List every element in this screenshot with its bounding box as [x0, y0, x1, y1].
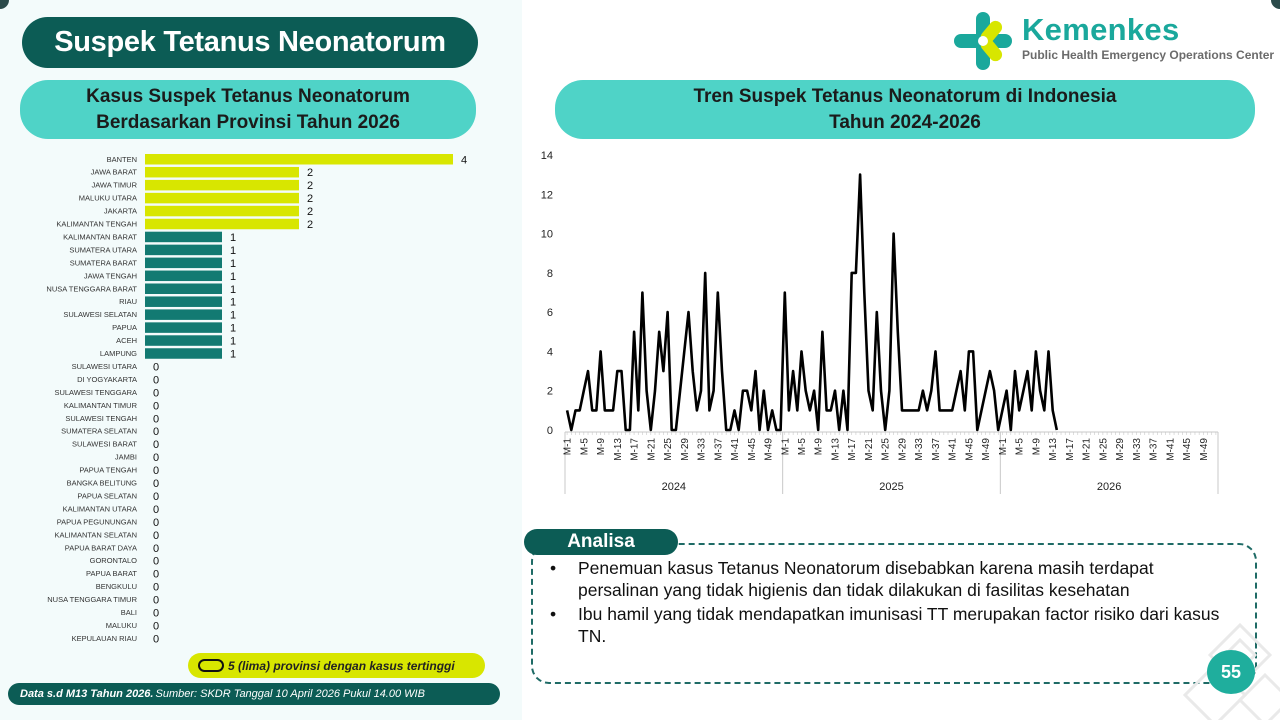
bar	[145, 322, 222, 333]
y-tick-label: 2	[546, 385, 553, 398]
bar	[145, 245, 222, 256]
y-tick-label: 6	[546, 307, 553, 320]
bar-category-label: NUSA TENGGARA TIMUR	[47, 595, 137, 605]
x-tick-label: M-49	[763, 438, 775, 461]
bar-category-label: PAPUA PEGUNUNGAN	[56, 517, 137, 527]
bar-category-label: GORONTALO	[89, 556, 137, 566]
bar	[145, 335, 222, 346]
bar-value-label: 1	[230, 270, 237, 283]
x-tick-label: M-33	[914, 438, 926, 461]
x-tick-label: M-49	[1198, 438, 1210, 461]
bar-value-label: 1	[230, 309, 237, 322]
line-chart-title-line2: Tahun 2024-2026	[829, 111, 981, 133]
page-number-badge: 55	[1207, 650, 1255, 694]
bar-value-label: 0	[153, 633, 160, 646]
kemenkes-logo-icon	[952, 10, 1014, 72]
bar-value-label: 0	[153, 490, 160, 503]
bar	[145, 309, 222, 320]
x-tick-label: M-33	[1131, 438, 1143, 461]
bar-category-label: PAPUA SELATAN	[77, 491, 137, 501]
bar-value-label: 0	[153, 374, 160, 387]
bar	[145, 296, 222, 307]
bar-value-label: 0	[153, 620, 160, 633]
x-tick-label: M-17	[629, 438, 641, 461]
year-label: 2024	[661, 481, 687, 493]
x-tick-label: M-37	[713, 438, 725, 461]
trend-line-chart	[525, 142, 1235, 502]
bar-category-label: KALIMANTAN TIMUR	[63, 400, 137, 410]
x-tick-label: M-29	[1115, 438, 1127, 461]
bar-category-label: SUMATERA UTARA	[69, 245, 137, 255]
bar-category-label: JAWA BARAT	[90, 167, 137, 177]
bar	[145, 180, 299, 191]
bar-category-label: NUSA TENGGARA BARAT	[46, 284, 137, 294]
x-tick-label: M-5	[797, 438, 809, 456]
x-tick-label: M-1	[780, 438, 792, 456]
bar	[145, 232, 222, 243]
x-tick-label: M-45	[1182, 438, 1194, 461]
bar-value-label: 0	[153, 439, 160, 452]
x-tick-label: M-21	[646, 438, 658, 461]
bar-category-label: BALI	[120, 608, 137, 617]
bar-value-label: 1	[230, 257, 237, 270]
bar-category-label: ACEH	[116, 336, 137, 346]
x-tick-label: M-41	[730, 438, 742, 461]
y-tick-label: 10	[540, 228, 553, 241]
bar-category-label: DI YOGYAKARTA	[77, 374, 137, 384]
legend	[188, 653, 485, 678]
bar-category-label: BANGKA BELITUNG	[66, 478, 137, 488]
bar-category-label: JAMBI	[114, 452, 137, 462]
bar-value-label: 0	[153, 607, 160, 620]
x-tick-label: M-25	[663, 438, 675, 461]
bar	[145, 193, 299, 204]
bar-chart-title	[20, 80, 476, 139]
logo-name: Kemenkes	[1022, 12, 1180, 47]
bar-category-label: JAWA TENGAH	[83, 271, 137, 281]
bar-value-label: 1	[230, 335, 237, 348]
x-tick-label: M-33	[696, 438, 708, 461]
x-tick-label: M-5	[579, 438, 591, 456]
footer-source: Sumber: SKDR Tanggal 10 April 2026 Pukul 14.00 WIB	[155, 688, 425, 700]
x-tick-label: M-21	[1081, 438, 1093, 461]
x-tick-label: M-9	[1031, 438, 1043, 456]
x-tick-label: M-37	[1148, 438, 1160, 461]
bar-category-label: LAMPUNG	[99, 349, 137, 358]
x-tick-label: M-9	[813, 438, 825, 456]
bar-value-label: 0	[153, 581, 160, 594]
corner-decoration	[1271, 0, 1280, 9]
bar-value-label: 0	[153, 452, 160, 465]
bar	[145, 348, 222, 359]
y-tick-label: 12	[540, 189, 553, 202]
bar-value-label: 0	[153, 413, 160, 426]
bar-value-label: 1	[230, 244, 237, 257]
x-tick-label: M-1	[997, 438, 1009, 456]
bar-category-label: BANTEN	[106, 154, 137, 164]
y-tick-label: 4	[546, 346, 553, 359]
x-tick-label: M-13	[1048, 438, 1060, 461]
kemenkes-logo	[952, 10, 1275, 76]
year-label: 2025	[879, 481, 904, 493]
bar-category-label: SULAWESI TENGGARA	[54, 387, 137, 397]
bar-value-label: 2	[307, 206, 314, 219]
analysis-bullet: • Ibu hamil yang tidak mendapatkan imunisasi TT merupakan factor risiko dari kasus TN.	[548, 603, 1228, 647]
y-tick-label: 8	[546, 267, 553, 280]
bar-category-label: PAPUA BARAT	[86, 569, 137, 579]
trend-line-chart-svg	[525, 142, 1235, 502]
analysis-list	[548, 557, 1228, 649]
legend-swatch-icon	[198, 659, 224, 672]
bar-value-label: 0	[153, 361, 160, 374]
bar-value-label: 2	[307, 180, 314, 193]
bar-value-label: 1	[230, 348, 237, 361]
bar-category-label: SULAWESI UTARA	[71, 361, 137, 371]
bar-category-label: KALIMANTAN TENGAH	[56, 219, 137, 229]
bar-value-label: 0	[153, 542, 160, 555]
bar-category-label: MALUKU	[105, 620, 137, 630]
x-tick-label: M-13	[830, 438, 842, 461]
footer-data-cutoff: Data s.d M13 Tahun 2026.	[20, 688, 154, 700]
data-source-footer	[8, 683, 500, 705]
bar-category-label: MALUKU UTARA	[78, 193, 137, 203]
bar-value-label: 0	[153, 516, 160, 529]
bar-category-label: KALIMANTAN UTARA	[62, 504, 137, 514]
bar	[145, 154, 453, 165]
bar-category-label: SUMATERA SELATAN	[61, 426, 137, 436]
legend-label: 5 (lima) provinsi dengan kasus tertinggi	[228, 658, 455, 673]
bar-category-label: BENGKULU	[95, 582, 137, 592]
bar-value-label: 2	[307, 219, 314, 231]
bar-value-label: 0	[153, 594, 160, 607]
bar-category-label: SULAWESI SELATAN	[63, 310, 137, 320]
x-tick-label: M-37	[930, 438, 942, 461]
x-tick-label: M-41	[947, 438, 959, 461]
page-title: Suspek Tetanus Neonatorum	[22, 17, 478, 68]
bar-category-label: PAPUA	[112, 323, 137, 333]
province-bar-chart-svg	[0, 150, 522, 650]
bar-value-label: 0	[153, 426, 160, 439]
bar-category-label: SULAWESI BARAT	[71, 439, 137, 449]
bar	[145, 219, 299, 230]
bar-value-label: 1	[230, 296, 237, 309]
bar-chart-title-line2: Berdasarkan Provinsi Tahun 2026	[96, 111, 400, 133]
province-bar-chart	[0, 150, 522, 650]
x-tick-label: M-49	[981, 438, 993, 461]
bar-value-label: 2	[307, 193, 314, 206]
logo-subtitle: Public Health Emergency Operations Center	[1022, 48, 1275, 62]
x-tick-label: M-29	[679, 438, 691, 461]
bar-category-label: KALIMANTAN BARAT	[63, 232, 137, 242]
bar	[145, 206, 299, 217]
bar-value-label: 1	[230, 231, 237, 244]
bar-value-label: 4	[461, 154, 468, 167]
bar-value-label: 0	[153, 529, 160, 542]
bar	[145, 167, 299, 178]
bar	[145, 271, 222, 282]
bar-value-label: 0	[153, 478, 160, 490]
bar-value-label: 0	[153, 387, 160, 400]
bar-category-label: PAPUA BARAT DAYA	[64, 543, 137, 553]
bar-category-label: JAKARTA	[103, 206, 137, 216]
x-tick-label: M-29	[897, 438, 909, 461]
y-tick-label: 14	[540, 150, 553, 162]
x-tick-label: M-9	[596, 438, 608, 456]
x-tick-label: M-13	[612, 438, 624, 461]
bar-value-label: 1	[230, 322, 237, 335]
bar	[145, 258, 222, 269]
analysis-title: Analisa	[524, 529, 678, 555]
x-tick-label: M-21	[863, 438, 875, 461]
bar-category-label: SUMATERA BARAT	[69, 258, 137, 268]
x-tick-label: M-25	[880, 438, 892, 461]
bar-value-label: 0	[153, 568, 160, 581]
bar-value-label: 0	[153, 503, 160, 516]
bar-value-label: 0	[153, 400, 160, 413]
bar	[145, 284, 222, 295]
x-tick-label: M-45	[746, 438, 758, 461]
bar-value-label: 0	[153, 465, 160, 478]
bar-category-label: KEPULAUAN RIAU	[71, 633, 137, 643]
analysis-bullet: • Penemuan kasus Tetanus Neonatorum disebabkan karena masih terdapat persalinan yang tidak higienis dan tidak dilakukan di fasilitas kesehatan	[548, 557, 1228, 601]
x-tick-label: M-17	[847, 438, 859, 461]
x-tick-label: M-17	[1064, 438, 1076, 461]
trend-series-line	[567, 175, 1057, 430]
year-label: 2026	[1096, 481, 1122, 493]
bar-chart-title-line1: Kasus Suspek Tetanus Neonatorum	[86, 85, 410, 107]
y-tick-label: 0	[546, 425, 553, 437]
line-chart-title-line1: Tren Suspek Tetanus Neonatorum di Indonesia	[693, 85, 1117, 107]
x-tick-label: M-41	[1165, 438, 1177, 461]
bar-value-label: 2	[307, 167, 314, 180]
bar-category-label: RIAU	[119, 297, 137, 307]
bar-value-label: 0	[153, 555, 160, 568]
bar-category-label: SULAWESI TENGAH	[65, 413, 137, 423]
x-tick-label: M-25	[1098, 438, 1110, 461]
x-tick-label: M-1	[562, 438, 574, 456]
bar-category-label: JAWA TIMUR	[91, 180, 137, 190]
line-chart-title	[555, 80, 1255, 139]
bar-category-label: PAPUA TENGAH	[79, 465, 137, 475]
bar-value-label: 1	[230, 283, 237, 296]
x-tick-label: M-45	[964, 438, 976, 461]
x-tick-label: M-5	[1014, 438, 1026, 456]
bar-category-label: KALIMANTAN SELATAN	[54, 530, 137, 540]
